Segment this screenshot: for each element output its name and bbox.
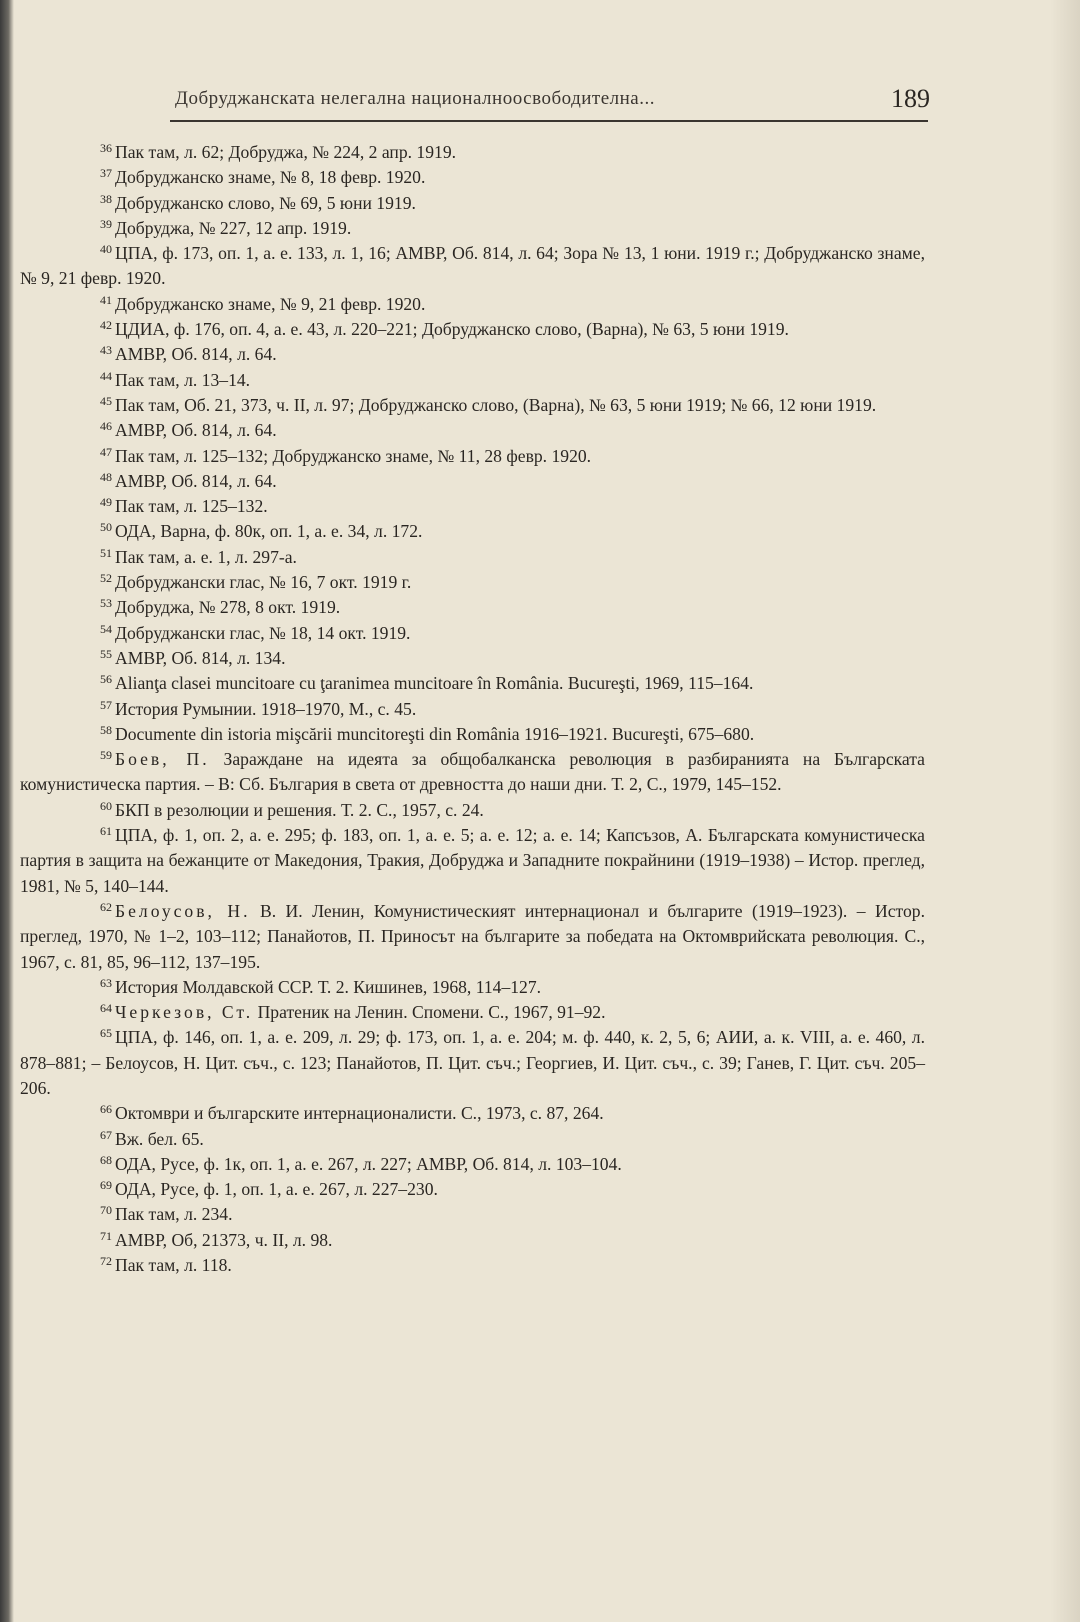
footnote-text: Добруджанско знаме, № 9, 21 февр. 1920. xyxy=(115,293,426,314)
footnote-number: 42 xyxy=(100,318,112,333)
footnote xyxy=(20,899,925,975)
footnote-number: 51 xyxy=(100,545,112,560)
footnote-number: 55 xyxy=(100,646,112,661)
footnote-number: 67 xyxy=(100,1127,112,1142)
footnote-text: АМВР, Об, 21373, ч. II, л. 98. xyxy=(115,1229,333,1250)
footnote-author: Боев, П. xyxy=(115,749,210,770)
footnote-number: 53 xyxy=(100,596,112,611)
footnote-text: Пак там, л. 125–132. xyxy=(115,496,268,517)
footnote-number: 72 xyxy=(100,1254,112,1269)
footnote-number: 62 xyxy=(100,899,112,914)
footnote-number: 58 xyxy=(100,722,112,737)
footnote-number: 54 xyxy=(100,621,112,636)
footnote xyxy=(20,140,925,165)
footnote-text: ОДА, Варна, ф. 80к, оп. 1, а. е. 34, л. 172. xyxy=(115,521,423,542)
footnote-text: ЦПА, ф. 146, оп. 1, а. е. 209, л. 29; ф. 173, оп. 1, а. е. 204; м. ф. 440, к. 2, 5, 6; АИИ, а. к. VIII, а. е. 460, л. 878–881; – Белоусов, Н. Цит. съч., с. 123; Панайотов, П. Цит. съч.; Георгиев, И. Цит. съч., с. 39; Ганев, Г. Цит. съч. 205–206. xyxy=(20,1027,925,1098)
footnote xyxy=(20,1101,925,1126)
footnote xyxy=(20,342,925,367)
footnote xyxy=(20,722,925,747)
footnote-number: 39 xyxy=(100,216,112,231)
footnote-number: 66 xyxy=(100,1102,112,1117)
footnote-text: Documente din istoria mişcării muncitoreşti din România 1916–1921. Bucureşti, 675–680. xyxy=(115,723,755,744)
footnote-number: 68 xyxy=(100,1152,112,1167)
footnote xyxy=(20,292,925,317)
footnote-number: 41 xyxy=(100,292,112,307)
footnote-text: Добруджа, № 227, 12 апр. 1919. xyxy=(115,217,352,238)
footnote-text: ОДА, Русе, ф. 1к, оп. 1, а. е. 267, л. 227; АМВР, Об. 814, л. 103–104. xyxy=(115,1153,622,1174)
footnote xyxy=(20,191,925,216)
footnote-text: АМВР, Об. 814, л. 64. xyxy=(115,470,277,491)
footnote-number: 50 xyxy=(100,520,112,535)
footnote-number: 48 xyxy=(100,469,112,484)
footnote-text: Пак там, Об. 21, 373, ч. II, л. 97; Добруджанско слово, (Варна), № 63, 5 юни 1919; № 66, 12 юни 1919. xyxy=(115,394,877,415)
footnote-number: 49 xyxy=(100,495,112,510)
footnote-number: 38 xyxy=(100,191,112,206)
footnote-author: Белоусов, Н. xyxy=(115,900,251,921)
footnote xyxy=(20,1253,925,1278)
footnote-number: 57 xyxy=(100,697,112,712)
running-header xyxy=(170,82,930,122)
footnote-text: Октомври и българските интернационалисти. С., 1973, с. 87, 264. xyxy=(115,1103,604,1124)
running-title: Добруджанската нелегална националноосвободителна... xyxy=(175,88,655,109)
footnote-number: 63 xyxy=(100,975,112,990)
footnote-text: Пак там, л. 234. xyxy=(115,1204,233,1225)
footnote-text: Alianţa clasei muncitoare cu ţaranimea muncitoare în România. Bucureşti, 1969, 115–164. xyxy=(115,673,754,694)
footnote-author: Черкезов, Ст. xyxy=(115,1002,254,1023)
footnote xyxy=(20,798,925,823)
footnote-text: Пратеник на Ленин. Спомени. С., 1967, 91–92. xyxy=(253,1002,606,1023)
footnote-number: 71 xyxy=(100,1228,112,1243)
footnote-number: 45 xyxy=(100,393,112,408)
footnote-text: Пак там, л. 125–132; Добруджанско знаме, № 11, 28 февр. 1920. xyxy=(115,445,592,466)
footnote xyxy=(20,671,925,696)
header-rule xyxy=(170,120,928,122)
footnote-number: 61 xyxy=(100,824,112,839)
footnote-text: ОДА, Русе, ф. 1, оп. 1, а. е. 267, л. 227–230. xyxy=(115,1179,438,1200)
footnote xyxy=(20,646,925,671)
footnote xyxy=(20,697,925,722)
footnote xyxy=(20,975,925,1000)
footnote-text: БКП в резолюции и решения. Т. 2. С., 1957, с. 24. xyxy=(115,799,484,820)
footnote xyxy=(20,418,925,443)
footnote xyxy=(20,165,925,190)
footnote-number: 70 xyxy=(100,1203,112,1218)
footnote-number: 44 xyxy=(100,368,112,383)
footnote xyxy=(20,444,925,469)
footnote xyxy=(20,1152,925,1177)
footnote-text: Добруджа, № 278, 8 окт. 1919. xyxy=(115,597,341,618)
footnote xyxy=(20,747,925,798)
footnote xyxy=(20,545,925,570)
footnote xyxy=(20,823,925,899)
footnote-text: Пак там, л. 13–14. xyxy=(115,369,251,390)
footnote xyxy=(20,1127,925,1152)
footnote-text: АМВР, Об. 814, л. 64. xyxy=(115,344,277,365)
footnote xyxy=(20,494,925,519)
footnote-text: Пак там, л. 118. xyxy=(115,1255,232,1276)
footnote-number: 47 xyxy=(100,444,112,459)
footnote-number: 64 xyxy=(100,1001,112,1016)
footnote-text: АМВР, Об. 814, л. 134. xyxy=(115,647,286,668)
footnote-number: 52 xyxy=(100,571,112,586)
footnote xyxy=(20,1025,925,1101)
footnote xyxy=(20,570,925,595)
footnote-number: 36 xyxy=(100,141,112,155)
footnote-number: 46 xyxy=(100,419,112,434)
footnote-text: Пак там, а. е. 1, л. 297-а. xyxy=(115,546,297,567)
footnote-text: ЦДИА, ф. 176, оп. 4, а. е. 43, л. 220–221; Добруджанско слово, (Варна), № 63, 5 юни 1919. xyxy=(115,319,789,340)
footnote-number: 40 xyxy=(100,242,112,257)
footnote xyxy=(20,393,925,418)
footnote-text: История Молдавской ССР. Т. 2. Кишинев, 1968, 114–127. xyxy=(115,976,542,997)
footnote xyxy=(20,469,925,494)
footnote xyxy=(20,1177,925,1202)
footnote-text: Вж. бел. 65. xyxy=(115,1128,204,1149)
footnote xyxy=(20,595,925,620)
footnote-number: 69 xyxy=(100,1178,112,1193)
footnote-text: История Румынии. 1918–1970, М., с. 45. xyxy=(115,698,417,719)
footnote-text: Добруджанско знаме, № 8, 18 февр. 1920. xyxy=(115,167,426,188)
footnote xyxy=(20,1228,925,1253)
footnote xyxy=(20,241,925,292)
footnote-number: 43 xyxy=(100,343,112,358)
footnote xyxy=(20,1202,925,1227)
footnote-text: В. И. Ленин, Комунистическият интернационал и българите (1919–1923). – Истор. преглед, 1970, № 1–2, 103–112; Панайотов, П. Приносът на българите за победата на Октомврийската революция. С., 1967, с. 81, 85, 96–112, 137–195. xyxy=(20,900,925,972)
footnotes-list xyxy=(20,140,925,1278)
footnote xyxy=(20,216,925,241)
footnote-text: ЦПА, ф. 1, оп. 2, а. е. 295; ф. 183, оп. 1, а. е. 5; а. е. 12; а. е. 14; Капсъзов, А. Българската комунистическа партия в защита на бежанците от Македония, Тракия, Добруджа и Западните покрайнини (1919–1938) – Истор. преглед, 1981, № 5, 140–144. xyxy=(20,825,925,896)
footnote-text: Добруджански глас, № 18, 14 окт. 1919. xyxy=(115,622,411,643)
footnote xyxy=(20,621,925,646)
footnote-text: Добруджанско слово, № 69, 5 юни 1919. xyxy=(115,192,416,213)
footnote-number: 60 xyxy=(100,798,112,813)
footnote-text: ЦПА, ф. 173, оп. 1, а. е. 133, л. 1, 16; АМВР, Об. 814, л. 64; Зора № 13, 1 юни. 1919 г.; Добруджанско знаме, № 9, 21 февр. 1920. xyxy=(20,243,925,289)
page-number: 189 xyxy=(891,84,930,113)
footnote-number: 59 xyxy=(100,748,112,763)
footnote-number: 65 xyxy=(100,1026,112,1041)
footnote-text: Пак там, л. 62; Добруджа, № 224, 2 апр. 1919. xyxy=(115,142,457,162)
page-edge-shadow xyxy=(1050,0,1080,1622)
footnote-number: 37 xyxy=(100,166,112,181)
footnote xyxy=(20,1000,925,1025)
footnote-text: Добруджански глас, № 16, 7 окт. 1919 г. xyxy=(115,572,412,593)
footnote-number: 56 xyxy=(100,672,112,687)
footnote-text: Зараждане на идеята за общобалканска революция в разбиранията на Българската комунистическа партия. – В: Сб. България в света от древността до наши дни. Т. 2, С., 1979, 145–152. xyxy=(20,749,925,795)
footnote xyxy=(20,368,925,393)
footnote xyxy=(20,519,925,544)
book-spine-shadow xyxy=(0,0,14,1622)
footnote xyxy=(20,317,925,342)
footnote-text: АМВР, Об. 814, л. 64. xyxy=(115,420,277,441)
